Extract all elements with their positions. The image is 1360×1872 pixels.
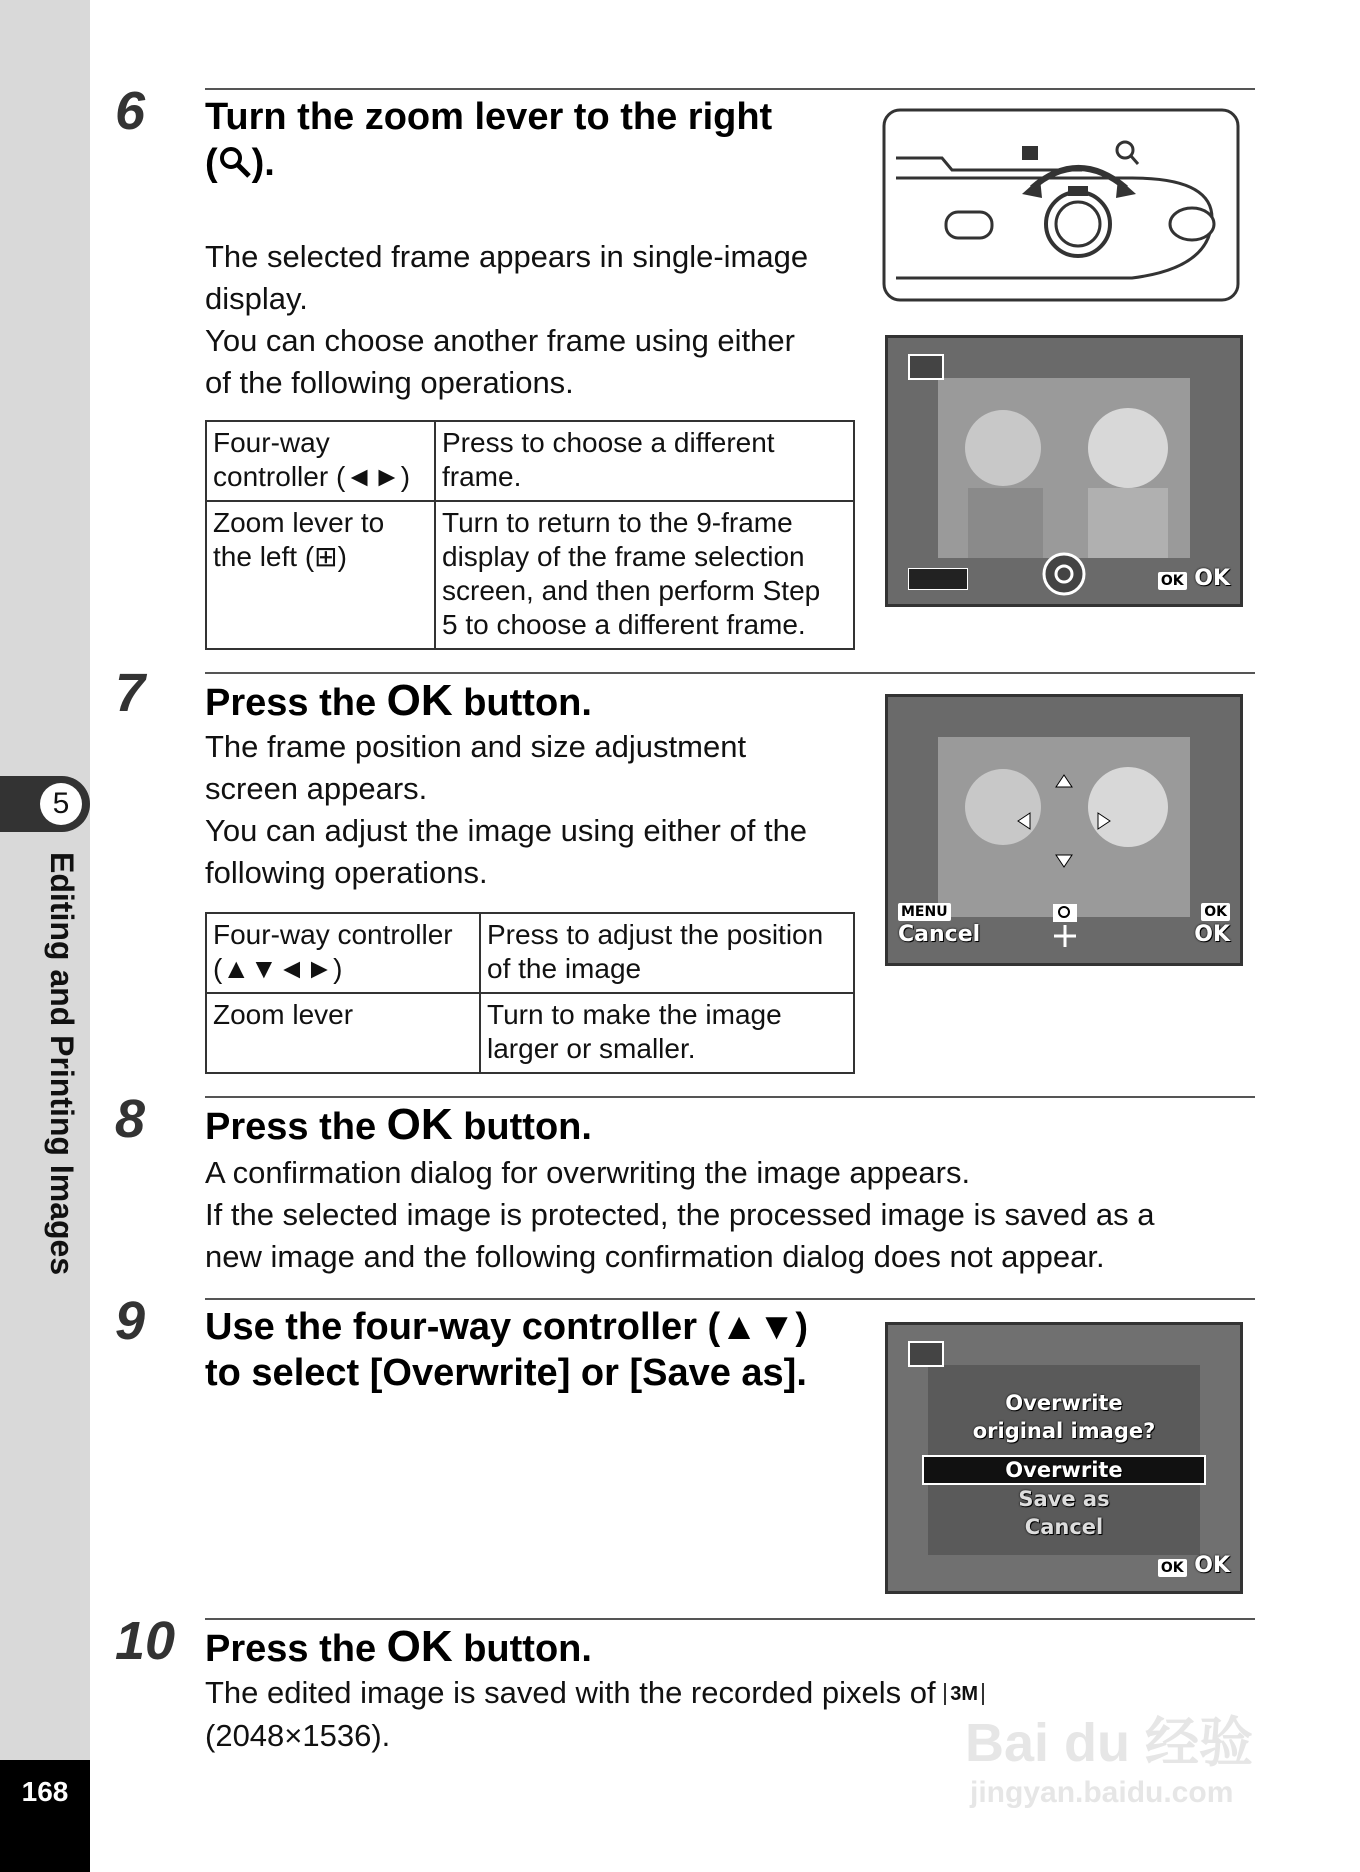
four-way-controller-icon bbox=[1040, 550, 1088, 598]
cell-line: Four-way bbox=[213, 427, 330, 458]
cell-line: the left (⊞) bbox=[213, 541, 347, 572]
cell-line: larger or smaller. bbox=[487, 1033, 696, 1064]
table-cell-op bbox=[206, 421, 435, 501]
recorded-pixels-icon: 3M bbox=[944, 1683, 984, 1705]
watermark-url: jingyan.baidu.com bbox=[970, 1776, 1234, 1809]
camera-zoom-lever-illustration bbox=[882, 108, 1240, 302]
heading-post: button. bbox=[463, 1106, 592, 1148]
ok-button-glyph: OK bbox=[386, 676, 453, 725]
step-8-body-line: If the selected image is protected, the processed image is saved as a bbox=[205, 1197, 1155, 1232]
step-8-body bbox=[205, 1152, 1265, 1278]
ok-label: OK bbox=[1194, 922, 1230, 947]
step-8-rule bbox=[205, 1096, 1255, 1098]
step-8-body-line: new image and the following confirmation dialog does not appear. bbox=[205, 1239, 1105, 1274]
step-7-body-line: The frame position and size adjustment bbox=[205, 729, 747, 764]
step-10-heading bbox=[205, 1624, 592, 1672]
paren-close: ). bbox=[251, 142, 275, 184]
heading-pre: Press the bbox=[205, 682, 377, 724]
step-7-body-line: You can adjust the image using either of the bbox=[205, 813, 808, 848]
step-9-rule bbox=[205, 1298, 1255, 1300]
option-cancel[interactable]: Cancel bbox=[1024, 1515, 1104, 1539]
step-9-heading bbox=[205, 1304, 808, 1396]
step-7-body-line: screen appears. bbox=[205, 771, 428, 806]
ok-badge: OK bbox=[1158, 572, 1187, 590]
step-9-heading-line2: to select [Overwrite] or [Save as]. bbox=[205, 1352, 807, 1394]
table-cell-op bbox=[206, 501, 435, 649]
ok-label: OK bbox=[1194, 1553, 1230, 1578]
step-6-body-line: of the following operations. bbox=[205, 365, 574, 400]
table-cell-desc bbox=[480, 993, 854, 1073]
step-7-heading bbox=[205, 678, 592, 726]
page-number: 168 bbox=[21, 1776, 69, 1807]
cell-line: controller (◄►) bbox=[213, 461, 411, 492]
step-6-heading bbox=[205, 94, 772, 186]
heading-post: button. bbox=[463, 1628, 592, 1670]
menu-badge: MENU bbox=[898, 903, 951, 921]
ok-badge: OK bbox=[1158, 1559, 1187, 1577]
table-row bbox=[206, 501, 854, 649]
heading-post: button. bbox=[463, 682, 592, 724]
cell-line: Press to adjust the position bbox=[487, 919, 824, 950]
cell-line: Turn to make the image bbox=[487, 999, 782, 1030]
cell-line: frame. bbox=[442, 461, 522, 492]
step-10-body-line: (2048×1536). bbox=[205, 1718, 391, 1753]
single-image-icon bbox=[908, 354, 944, 380]
ok-indicator bbox=[1158, 566, 1230, 591]
step-8-number: 8 bbox=[115, 1089, 146, 1149]
table-cell-desc bbox=[435, 501, 854, 649]
question-line: original image? bbox=[972, 1419, 1156, 1443]
table-cell-desc bbox=[435, 421, 854, 501]
ok-indicator bbox=[1194, 897, 1230, 947]
table-row bbox=[206, 993, 854, 1073]
ok-badge: OK bbox=[1201, 903, 1230, 921]
step-9-camera-screen bbox=[885, 1322, 1243, 1594]
zoom-and-move-icon bbox=[1050, 903, 1080, 949]
ok-button-glyph: OK bbox=[386, 1100, 453, 1149]
cell-line: (▲▼◄►) bbox=[213, 953, 343, 984]
nine-frame-icon bbox=[908, 568, 968, 590]
step-6-rule bbox=[205, 88, 1255, 90]
option-overwrite[interactable]: Overwrite bbox=[922, 1455, 1206, 1485]
step-6-number: 6 bbox=[115, 81, 146, 141]
step-6-body-line: display. bbox=[205, 281, 308, 316]
heading-pre: Press the bbox=[205, 1106, 377, 1148]
watermark-brand: Bai du 经验 bbox=[965, 1713, 1254, 1773]
cell-line: 5 to choose a different frame. bbox=[442, 609, 806, 640]
step-6-body bbox=[205, 236, 865, 404]
chapter-number: 5 bbox=[40, 783, 82, 825]
cancel-indicator bbox=[898, 897, 980, 947]
dialog-question bbox=[888, 1389, 1240, 1445]
cell-line: of the image bbox=[487, 953, 642, 984]
step-10-number: 10 bbox=[115, 1611, 176, 1671]
step-7-number: 7 bbox=[115, 663, 146, 723]
cell-line: Zoom lever to bbox=[213, 507, 385, 538]
cell-line: Zoom lever bbox=[213, 999, 354, 1030]
cancel-label: Cancel bbox=[898, 922, 981, 947]
table-row bbox=[206, 913, 854, 993]
table-cell-op bbox=[206, 913, 480, 993]
step-8-heading bbox=[205, 1102, 592, 1150]
zoom-tele-icon bbox=[218, 145, 252, 179]
cell-line: Turn to return to the 9-frame bbox=[442, 507, 793, 538]
step-6-body-line: You can choose another frame using either bbox=[205, 323, 795, 358]
option-save-as[interactable]: Save as bbox=[1018, 1487, 1110, 1511]
cell-line: display of the frame selection bbox=[442, 541, 805, 572]
body-text: The edited image is saved with the recorded pixels of bbox=[205, 1675, 936, 1710]
heading-pre: Press the bbox=[205, 1628, 377, 1670]
step-6-operations-table bbox=[205, 420, 855, 650]
cell-line: Four-way controller bbox=[213, 919, 453, 950]
step-6-body-line: The selected frame appears in single-image bbox=[205, 239, 809, 274]
table-row bbox=[206, 421, 854, 501]
step-7-operations-table bbox=[205, 912, 855, 1074]
ok-label: OK bbox=[1194, 566, 1230, 591]
cell-line: screen, and then perform Step bbox=[442, 575, 821, 606]
chapter-title: Editing and Printing Images bbox=[44, 852, 80, 1276]
ok-button-glyph: OK bbox=[386, 1622, 453, 1671]
question-line: Overwrite bbox=[1005, 1391, 1123, 1415]
table-cell-op bbox=[206, 993, 480, 1073]
ok-indicator bbox=[1158, 1553, 1230, 1578]
step-9-number: 9 bbox=[115, 1291, 146, 1351]
step-6-heading-line1: Turn the zoom lever to the right bbox=[205, 96, 773, 138]
step-10-rule bbox=[205, 1618, 1255, 1620]
step-6-heading-line2 bbox=[205, 140, 772, 186]
step-7-body-line: following operations. bbox=[205, 855, 488, 890]
table-cell-desc bbox=[480, 913, 854, 993]
cell-line: Press to choose a different bbox=[442, 427, 775, 458]
step-7-rule bbox=[205, 672, 1255, 674]
step-9-heading-line1: Use the four-way controller (▲▼) bbox=[205, 1306, 809, 1348]
step-7-camera-screen bbox=[885, 694, 1243, 966]
step-7-body bbox=[205, 726, 865, 894]
step-8-body-line: A confirmation dialog for overwriting the image appears. bbox=[205, 1155, 971, 1190]
step-6-camera-screen bbox=[885, 335, 1243, 607]
single-image-icon bbox=[908, 1341, 944, 1367]
paren-open: ( bbox=[205, 142, 218, 184]
